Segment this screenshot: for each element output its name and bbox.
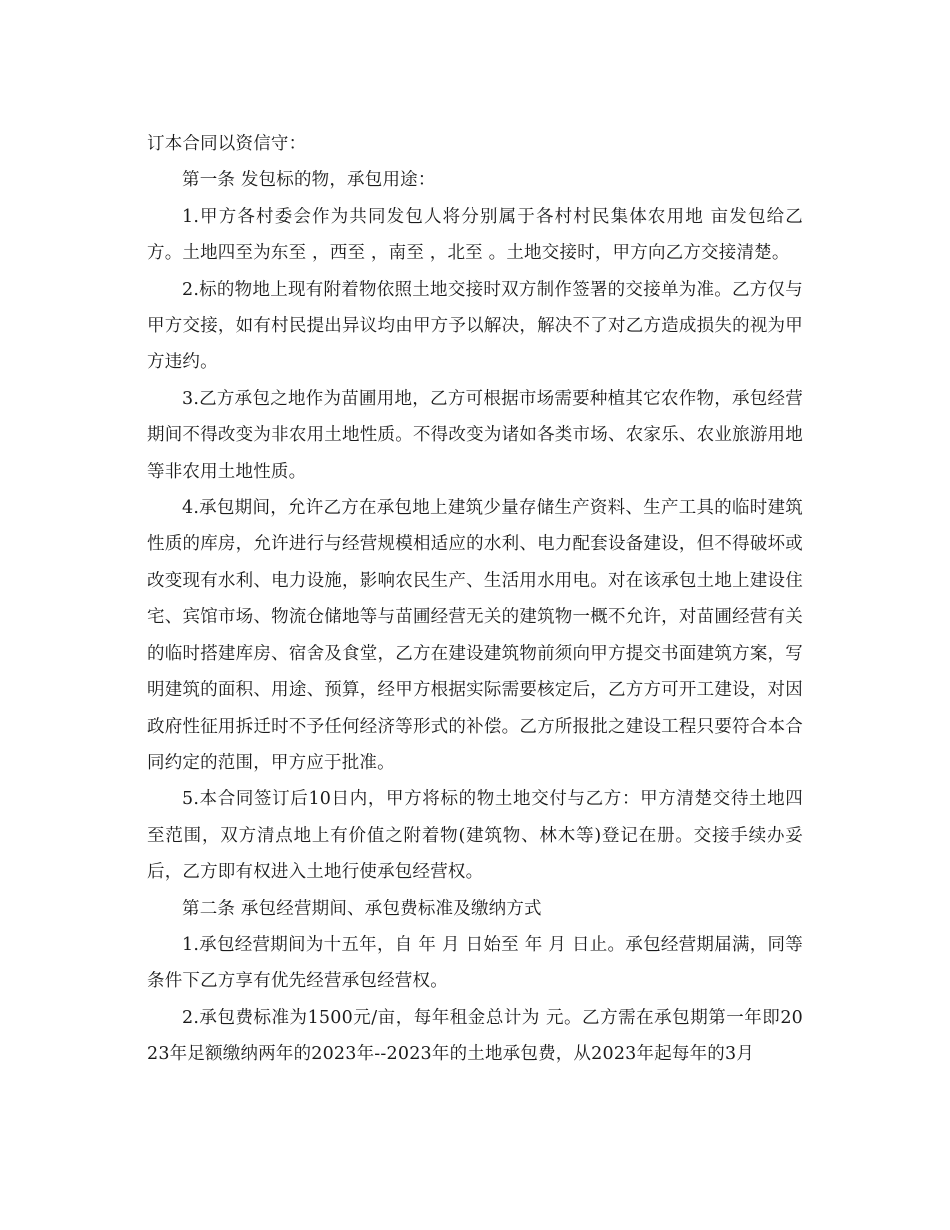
article-1-clause-2: 2.标的物地上现有附着物依照土地交接时双方制作签署的交接单为准。乙方仅与甲方交接，如有村民提出异议均由甲方予以解决，解决不了对乙方造成损失的视为甲方违约。 bbox=[147, 279, 803, 373]
article-2-heading: 第二条 承包经营期间、承包费标准及缴纳方式 bbox=[182, 898, 542, 919]
article-2-clause-2: 2.承包费标准为1500元/亩，每年租金总计为 元。乙方需在承包期第一年即2023年足额缴纳两年的2023年--2023年的土地承包费，从2023年起每年的3月 bbox=[147, 1007, 803, 1065]
article-1-clause-4: 4.承包期间，允许乙方在承包地上建筑少量存储生产资料、生产工具的临时建筑性质的库房，允许进行与经营规模相适应的水利、电力配套设备建设，但不得破坏或改变现有水利、电力设施，影响农民生产、生活用水用电。对在该承包土地上建设住宅、宾馆市场、物流仓储地等与苗圃经营无关的建筑物一概不允许，对苗圃经营有关的临时搭建库房、宿舍及食堂，乙方在建设建筑物前须向甲方提交书面建筑方案，写明建筑的面积、用途、预算，经甲方根据实际需要核定后，乙方方可开工建设，对因政府性征用拆迁时不予任何经济等形式的补偿。乙方所报批之建设工程只要符合本合同约定的范围，甲方应于批准。 bbox=[147, 498, 803, 773]
article-1-clause-3: 3.乙方承包之地作为苗圃用地，乙方可根据市场需要种植其它农作物，承包经营期间不得改变为非农用土地性质。不得改变为诸如各类市场、农家乐、农业旅游用地等非农用土地性质。 bbox=[147, 388, 803, 482]
article-1-heading: 第一条 发包标的物，承包用途： bbox=[182, 170, 436, 191]
article-2-clause-1: 1.承包经营期间为十五年，自 年 月 日始至 年 月 日止。承包经营期届满，同等条件下乙方享有优先经营承包经营权。 bbox=[147, 934, 803, 992]
paragraph-intro: 订本合同以资信守： bbox=[147, 134, 307, 154]
article-1-clause-5: 5.本合同签订后10日内，甲方将标的物土地交付与乙方：甲方清楚交待土地四至范围，双方清点地上有价值之附着物(建筑物、林木等)登记在册。交接手续办妥后，乙方即有权进入土地行使承包经营权。 bbox=[147, 789, 803, 883]
contract-body bbox=[147, 126, 803, 1073]
article-1-clause-1: 1.甲方各村委会作为共同发包人将分别属于各村村民集体农用地 亩发包给乙方。土地四至为东至 ，西至 ，南至 ，北至 。土地交接时，甲方向乙方交接清楚。 bbox=[147, 206, 803, 264]
